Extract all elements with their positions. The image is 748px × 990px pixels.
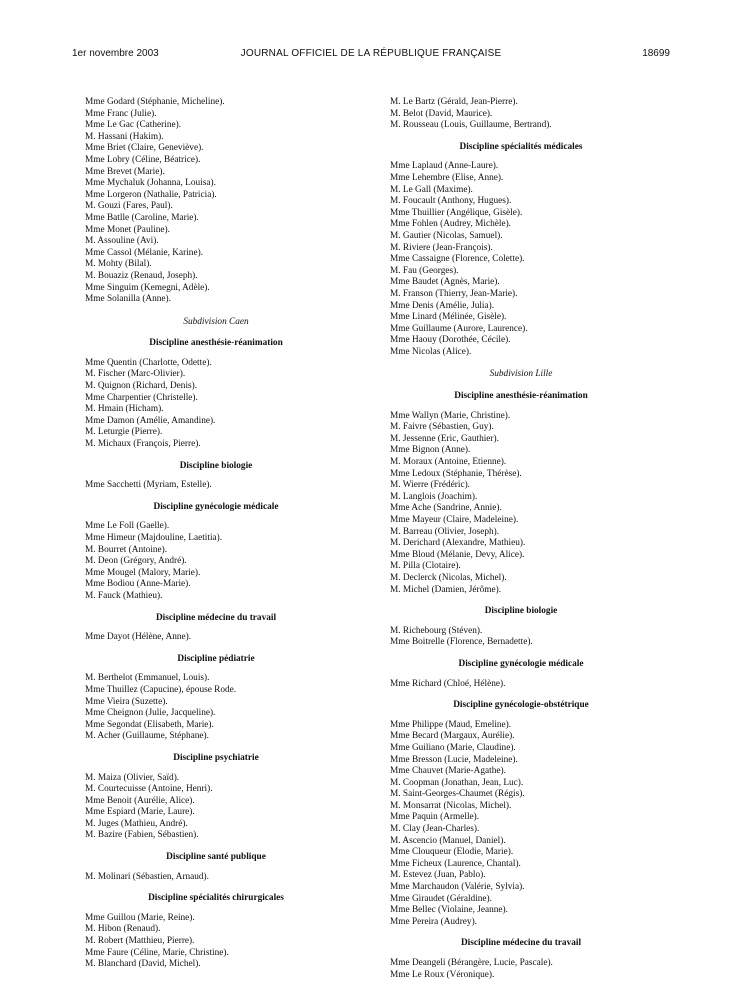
name-entry: Mme Baudet (Agnès, Marie). <box>390 277 500 288</box>
name-entry: Mme Lorgeron (Nathalie, Patricia). <box>85 189 217 200</box>
name-entry: Mme Laplaud (Anne-Laure). <box>390 161 499 172</box>
name-entry: Mme Vieira (Suzette). <box>85 696 168 707</box>
name-entry: M. Bazire (Fabien, Sébastien). <box>85 830 199 841</box>
section <box>390 938 652 981</box>
section <box>85 97 347 306</box>
name-entry: M. Gouzi (Fares, Paul). <box>85 201 173 212</box>
section <box>390 659 652 690</box>
name-entry: Mme Faure (Céline, Marie, Christine). <box>85 947 229 958</box>
name-entry: Mme Marchaudon (Valérie, Sylvia). <box>390 882 525 893</box>
name-entry: M. Juges (Mathieu, André). <box>85 818 188 829</box>
name-entry: M. Mohty (Bilal). <box>85 259 152 270</box>
name-entry: Mme Nicolas (Alice). <box>390 346 472 357</box>
discipline-heading: Discipline psychiatrie <box>173 752 259 763</box>
section <box>390 142 652 359</box>
name-entry: Mme Giraudet (Géraldine). <box>390 893 492 904</box>
name-entry: Mme Lobry (Céline, Béatrice). <box>85 154 201 165</box>
name-entry: Mme Guiliano (Marie, Claudine). <box>390 742 516 753</box>
name-entry: M. Rousseau (Louis, Guillaume, Bertrand). <box>390 120 552 131</box>
name-entry: Mme Philippe (Maud, Emeline). <box>390 719 512 730</box>
name-entry: M. Blanchard (David, Michel). <box>85 959 201 970</box>
name-entry: Mme Linard (Mélinée, Gisèle). <box>390 312 507 323</box>
name-entry: M. Fau (Georges). <box>390 265 459 276</box>
name-entry: M. Coopman (Jonathan, Jean, Luc). <box>390 777 524 788</box>
name-entry: Mme Cassol (Mélanie, Karine). <box>85 247 203 258</box>
name-entry: Mme Denis (Amélie, Julia). <box>390 300 495 311</box>
name-entry: Mme Guillou (Marie, Reine). <box>85 912 195 923</box>
name-entry: Mme Fohlen (Audrey, Michèle). <box>390 219 511 230</box>
discipline-heading: Discipline biologie <box>179 460 253 471</box>
section <box>85 461 347 492</box>
name-entry: M. Estevez (Juan, Pablo). <box>390 870 486 881</box>
name-entry: M. Maiza (Olivier, Saïd). <box>85 772 180 783</box>
subdivision-heading: Subdivision Lille <box>489 369 553 380</box>
name-entry: Mme Cassaigne (Florence, Colette). <box>390 254 525 265</box>
name-entry: Mme Charpentier (Christelle). <box>85 392 198 403</box>
name-entry: Mme Guillaume (Aurore, Laurence). <box>390 323 528 334</box>
name-entry: Mme Benoit (Aurélie, Alice). <box>85 795 195 806</box>
section <box>390 369 652 596</box>
name-entry: Mme Pereira (Audrey). <box>390 916 477 927</box>
discipline-heading: Discipline biologie <box>484 606 558 617</box>
name-entry: M. Clay (Jean-Charles). <box>390 824 480 835</box>
name-entry: M. Bouaziz (Renaud, Joseph). <box>85 270 198 281</box>
name-entry: M. Wierre (Frédéric). <box>390 480 470 491</box>
name-entry: M. Faivre (Sébastien, Guy). <box>390 422 494 433</box>
section <box>85 613 347 644</box>
discipline-heading: Discipline spécialités chirurgicales <box>148 893 284 904</box>
name-entry: M. Langlois (Joachim). <box>390 491 478 502</box>
name-entry: M. Leturgie (Pierre). <box>85 427 163 438</box>
name-entry: M. Molinari (Sébastien, Arnaud). <box>85 871 209 882</box>
section <box>390 606 652 649</box>
name-entry: M. Monsarrat (Nicolas, Michel). <box>390 800 512 811</box>
journal-title: JOURNAL OFFICIEL DE LA RÉPUBLIQUE FRANÇAISE <box>240 48 502 59</box>
name-entry: M. Hassani (Hakim). <box>85 131 164 142</box>
name-entry: Mme Ficheux (Laurence, Chantal). <box>390 858 521 869</box>
name-entry: M. Gautier (Nicolas, Samuel). <box>390 230 503 241</box>
name-entry: M. Deon (Grégory, André). <box>85 556 187 567</box>
name-entry: M. Acher (Guillaume, Stéphane). <box>85 731 209 742</box>
name-entry: M. Barreau (Olivier, Joseph). <box>390 526 500 537</box>
name-entry: Mme Haouy (Dorothée, Cécile). <box>390 335 511 346</box>
discipline-heading: Discipline gynécologie-obstétrique <box>453 700 589 711</box>
name-entry: M. Assouline (Avi). <box>85 236 159 247</box>
discipline-heading: Discipline médecine du travail <box>155 612 277 623</box>
discipline-heading: Discipline anesthésie-réanimation <box>149 338 283 349</box>
name-entry: Mme Himeur (Majdouline, Laetitia). <box>85 533 223 543</box>
name-entry: Mme Espiard (Marie, Laure). <box>85 807 195 818</box>
name-entry: Mme Sacchetti (Myriam, Estelle). <box>85 480 212 491</box>
section <box>85 852 347 883</box>
page-number: 18699 <box>642 48 670 59</box>
name-entry: Mme Richard (Chloé, Hélène). <box>390 678 506 689</box>
name-entry: Mme Ache (Sandrine, Annie). <box>390 503 502 514</box>
name-entry: Mme Segondat (Elisabeth, Marie). <box>85 719 214 730</box>
name-entry: Mme Le Gac (Catherine). <box>85 120 182 131</box>
discipline-heading: Discipline santé publique <box>166 852 266 863</box>
name-entry: M. Pilla (Clotaire). <box>390 561 461 572</box>
name-entry: M. Ascencio (Manuel, Daniel). <box>390 835 506 846</box>
name-entry: M. Courtecuisse (Antoine, Henri). <box>85 784 213 795</box>
name-entry: Mme Paquin (Armelle). <box>390 812 480 823</box>
discipline-heading: Discipline pédiatrie <box>177 653 255 664</box>
name-entry: Mme Mayeur (Claire, Madeleine). <box>390 515 519 525</box>
discipline-heading: Discipline gynécologie médicale <box>458 658 584 669</box>
name-entry: Mme Quentin (Charlotte, Odette). <box>85 357 212 368</box>
name-entry: M. Fischer (Marc-Olivier). <box>85 369 186 380</box>
name-entry: M. Belot (David, Maurice). <box>390 108 493 119</box>
name-entry: Mme Deangeli (Bérangère, Lucie, Pascale). <box>390 958 553 968</box>
name-entry: Mme Briet (Claire, Geneviève). <box>85 143 204 154</box>
name-entry: Mme Bellec (Violaine, Jeanne). <box>390 905 508 916</box>
name-entry: Mme Thuillez (Capucine), épouse Rode. <box>85 684 237 695</box>
name-entry: M. Quignon (Richard, Denis). <box>85 381 198 392</box>
section <box>85 893 347 971</box>
discipline-heading: Discipline médecine du travail <box>460 938 582 949</box>
name-entry: Mme Lehembre (Elise, Anne). <box>390 172 504 183</box>
name-entry: M. Michaux (François, Pierre). <box>85 439 201 450</box>
name-entry: Mme Godard (Stéphanie, Micheline). <box>85 97 225 107</box>
name-entry: Mme Wallyn (Marie, Christine). <box>390 410 511 421</box>
name-entry: M. Michel (Damien, Jérôme). <box>390 584 502 595</box>
name-entry: Mme Damon (Amélie, Amandine). <box>85 415 216 426</box>
name-entry: M. Hmain (Hicham). <box>85 404 164 415</box>
name-entry: M. Berthelot (Emmanuel, Louis). <box>85 673 210 684</box>
section <box>390 97 652 132</box>
name-entry: M. Hibon (Renaud). <box>85 924 161 935</box>
name-entry: M. Robert (Matthieu, Pierre). <box>85 936 195 947</box>
name-entry: M. Moraux (Antoine, Etienne). <box>390 457 507 468</box>
name-entry: M. Richebourg (Stéven). <box>390 625 483 636</box>
name-entry: M. Derichard (Alexandre, Mathieu). <box>390 538 526 549</box>
name-entry: Mme Bignon (Anne). <box>390 445 471 456</box>
name-entry: Mme Bloud (Mélanie, Devy, Alice). <box>390 549 525 560</box>
section <box>85 317 347 451</box>
name-entry: Mme Brevet (Marie). <box>85 166 165 177</box>
name-entry: M. Declerck (Nicolas, Michel). <box>390 572 507 583</box>
name-entry: Mme Bresson (Lucie, Madeleine). <box>390 754 518 765</box>
name-entry: Mme Solanilla (Anne). <box>85 294 171 305</box>
name-entry: M. Fauck (Mathieu). <box>85 590 163 601</box>
name-entry: Mme Mychaluk (Johanna, Louisa). <box>85 178 216 189</box>
name-entry: Mme Monet (Pauline). <box>85 224 170 235</box>
section <box>85 502 347 603</box>
discipline-heading: Discipline gynécologie médicale <box>153 501 279 512</box>
left-column <box>85 97 347 971</box>
name-entry: Mme Ledoux (Stéphanie, Thérèse). <box>390 468 522 479</box>
section <box>85 753 347 842</box>
name-entry: M. Foucault (Anthony, Hugues). <box>390 196 512 207</box>
name-entry: Mme Bodiou (Anne-Marie). <box>85 579 191 590</box>
name-entry: Mme Batlle (Caroline, Marie). <box>85 212 199 223</box>
discipline-heading: Discipline anesthésie-réanimation <box>454 391 588 402</box>
name-entry: Mme Dayot (Hélène, Anne). <box>85 632 192 643</box>
name-entry: M. Le Gall (Maxime). <box>390 184 473 195</box>
name-entry: Mme Le Roux (Véronique). <box>390 969 495 980</box>
name-entry: Mme Mougel (Malory, Marie). <box>85 567 201 578</box>
right-column <box>390 97 652 981</box>
name-entry: Mme Clouqueur (Elodie, Marie). <box>390 847 514 858</box>
name-entry: M. Bourret (Antoine). <box>85 544 168 555</box>
name-entry: Mme Thuillier (Angélique, Gisèle). <box>390 207 523 218</box>
name-entry: M. Franson (Thierry, Jean-Marie). <box>390 288 518 299</box>
page-header <box>72 48 670 62</box>
name-entry: Mme Cheignon (Julie, Jacqueline). <box>85 708 216 719</box>
name-entry: M. Riviere (Jean-François). <box>390 242 493 253</box>
section <box>85 654 347 743</box>
name-entry: M. Saint-Georges-Chaumet (Régis). <box>390 789 525 800</box>
header-date: 1er novembre 2003 <box>72 48 159 59</box>
name-entry: M. Le Bartz (Gérald, Jean-Pierre). <box>390 97 518 107</box>
name-entry: M. Jessenne (Eric, Gauthier). <box>390 433 499 444</box>
subdivision-heading: Subdivision Caen <box>183 316 249 327</box>
name-entry: Mme Chauvet (Marie-Agathe). <box>390 766 506 777</box>
name-entry: Mme Boitrelle (Florence, Bernadette). <box>390 637 533 648</box>
name-entry: Mme Franc (Julie). <box>85 108 157 119</box>
name-entry: Mme Becard (Margaux, Aurélie). <box>390 731 515 742</box>
section <box>390 700 652 928</box>
name-entry: Mme Le Foll (Gaelle). <box>85 521 170 532</box>
discipline-heading: Discipline spécialités médicales <box>459 141 583 152</box>
name-entry: Mme Singuim (Kemegni, Adèle). <box>85 282 210 293</box>
